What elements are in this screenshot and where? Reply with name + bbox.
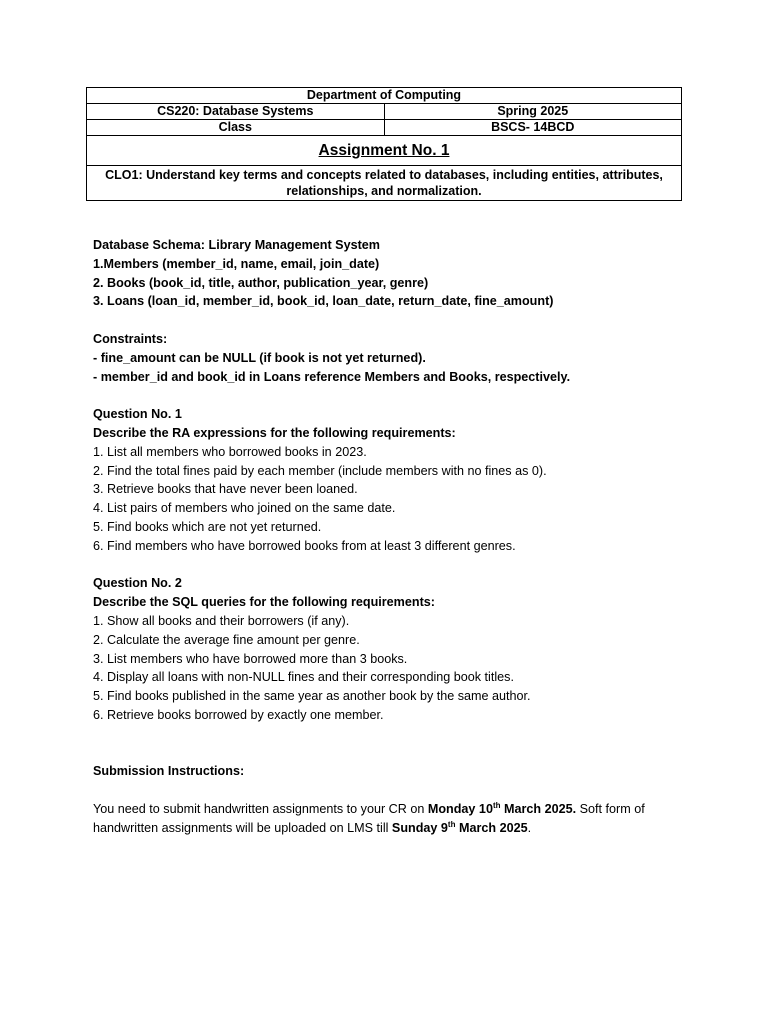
submission-date-2: Sunday 9th March 2025 (391, 819, 528, 835)
question-1-heading: Question No. 1 (93, 407, 182, 422)
question-1-item: 1. List all members who borrowed books in 2023. (93, 444, 367, 459)
question-2-item: 5. Find books published in the same year as another book by the same author. (93, 689, 531, 704)
question-2-item: 4. Display all loans with non-NULL fines and their corresponding book titles. (93, 670, 514, 685)
semester: Spring 2025 (384, 104, 682, 120)
question-2-item: 1. Show all books and their borrowers (if any). (93, 613, 350, 628)
schema-table-books: 2. Books (book_id, title, author, publication_year, genre) (93, 275, 429, 290)
question-2-prompt: Describe the SQL queries for the following requirements: (93, 595, 435, 610)
class-value: BSCS- 14BCD (384, 120, 682, 136)
submission-instructions (93, 800, 683, 838)
schema-table-loans: 3. Loans (loan_id, member_id, book_id, loan_date, return_date, fine_amount) (93, 294, 554, 309)
clo-statement: CLO1: Understand key terms and concepts related to databases, including entities, attributes, relationships, and normalization. (87, 166, 682, 201)
question-1-item: 5. Find books which are not yet returned. (93, 519, 322, 534)
question-2-item: 3. List members who have borrowed more than 3 books. (93, 651, 408, 666)
question-1-prompt: Describe the RA expressions for the following requirements: (93, 425, 456, 440)
assignment-title: Assignment No. 1 (318, 142, 450, 159)
submission-text-2: Soft form of handwritten assignments will be uploaded on LMS till (93, 801, 645, 835)
constraint-item: - fine_amount can be NULL (if book is not yet returned). (93, 350, 426, 365)
department-name: Department of Computing (87, 88, 682, 104)
question-2-heading: Question No. 2 (93, 576, 182, 591)
question-1-item: 4. List pairs of members who joined on the same date. (93, 501, 396, 516)
submission-date-1: Monday 10th March 2025. (427, 800, 577, 816)
question-2-item: 2. Calculate the average fine amount per genre. (93, 632, 360, 647)
class-label: Class (87, 120, 385, 136)
course-name: CS220: Database Systems (87, 104, 385, 120)
constraint-item: - member_id and book_id in Loans reference Members and Books, respectively. (93, 369, 571, 384)
question-1-item: 3. Retrieve books that have never been loaned. (93, 482, 358, 497)
question-1-item: 2. Find the total fines paid by each member (include members with no fines as 0). (93, 463, 547, 478)
schema-table-members: 1.Members (member_id, name, email, join_date) (93, 256, 380, 271)
constraints-heading: Constraints: (93, 331, 168, 346)
question-2-item: 6. Retrieve books borrowed by exactly one member. (93, 707, 384, 722)
question-1-item: 6. Find members who have borrowed books from at least 3 different genres. (93, 538, 516, 553)
submission-text-3: . (527, 820, 532, 835)
assignment-title-cell (87, 136, 682, 166)
header-table (86, 87, 682, 201)
submission-heading: Submission Instructions: (93, 764, 245, 779)
schema-heading: Database Schema: Library Management System (93, 238, 380, 252)
submission-text-1: You need to submit handwritten assignments to your CR on (93, 801, 428, 816)
assignment-body (93, 236, 683, 838)
